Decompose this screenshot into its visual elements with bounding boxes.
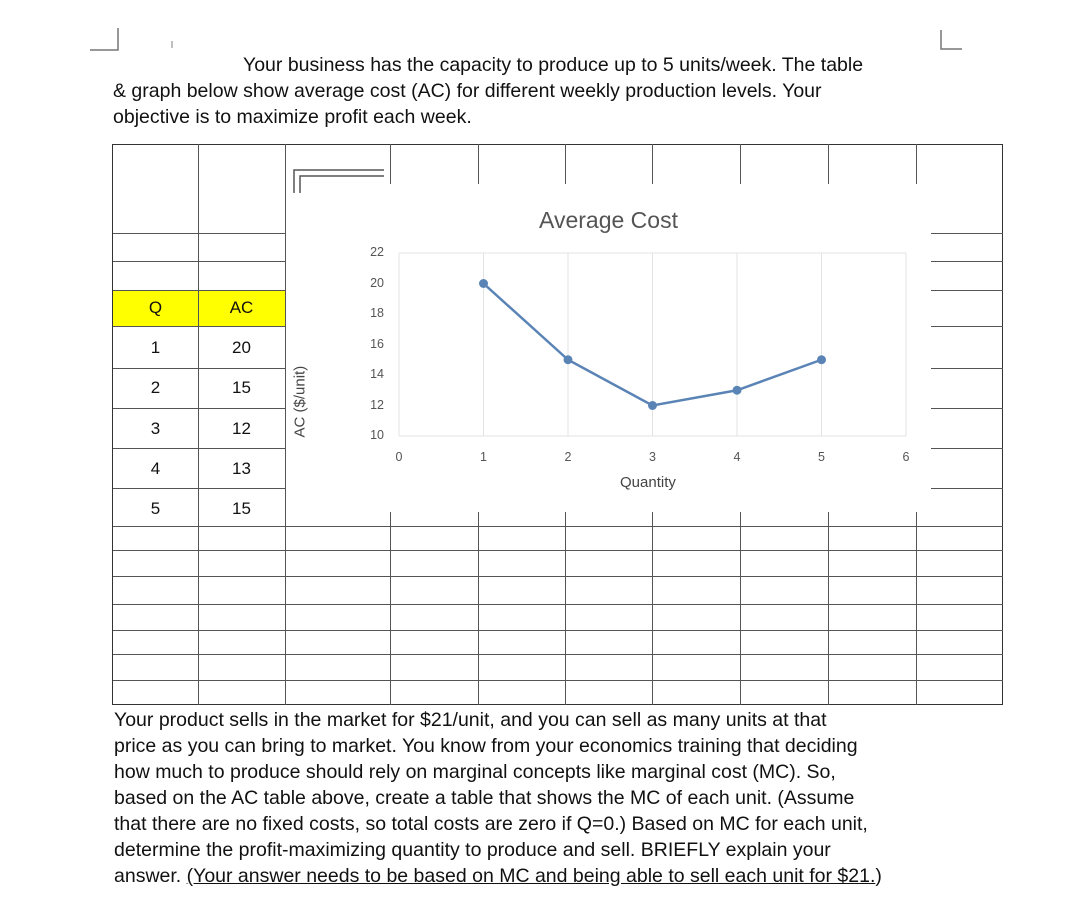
data-point (564, 355, 573, 364)
intro-line-3: objective is to maximize profit each week. (113, 106, 472, 128)
x-tick-label: 1 (480, 450, 487, 464)
chart-plot-area (286, 193, 931, 511)
x-tick-label: 0 (395, 450, 403, 464)
closing-paren: ) (875, 865, 882, 887)
question-line-6: determine the profit-maximizing quantity to produce and sell. BRIEFLY explain your (114, 839, 831, 861)
question-line-4: based on the AC table above, create a table that shows the MC of each unit. (Assume (114, 787, 855, 809)
table-row-5-ac: 15 (232, 499, 251, 518)
x-tick-label: 2 (564, 450, 572, 464)
table-row-2-q: 2 (150, 378, 161, 397)
table-row-3-q: 3 (150, 419, 161, 438)
x-tick-label: 6 (902, 450, 910, 464)
question-line-3: how much to produce should rely on marginal concepts like marginal cost (MC). So, (114, 761, 836, 783)
table-row-4-q: 4 (150, 459, 161, 478)
table-row-3-ac: 12 (232, 419, 251, 438)
data-point (733, 386, 742, 395)
average-cost-chart (286, 193, 931, 511)
scan-corner-marks (0, 0, 1065, 60)
question-paragraph (114, 707, 944, 889)
table-row-2-ac: 15 (232, 378, 251, 397)
data-point (817, 355, 826, 364)
y-tick-label: 22 (370, 245, 384, 259)
q-header: Q (148, 298, 163, 317)
x-axis-label: Quantity (620, 474, 676, 491)
table-row-4-ac: 13 (232, 459, 251, 478)
y-tick-label: 12 (370, 397, 384, 412)
y-tick-label: 16 (370, 336, 384, 351)
table-row-1-ac: 20 (232, 338, 251, 357)
x-tick-label: 5 (818, 450, 825, 464)
question-line-1: Your product sells in the market for $21/unit, and you can sell as many units at that (114, 709, 827, 731)
y-tick-label: 14 (370, 367, 384, 381)
intro-line-2: & graph below show average cost (AC) for different weekly production levels. Your (113, 80, 822, 102)
table-row-5-q: 5 (150, 499, 161, 518)
y-tick-label: 20 (370, 275, 384, 290)
chart-title: Average Cost (539, 207, 678, 233)
underlined-instruction: (Your answer needs to be based on MC and being able to sell each unit for $21. (186, 865, 876, 887)
x-tick-label: 3 (649, 450, 656, 464)
question-line-2: price as you can bring to market. You know from your economics training that deciding (114, 735, 858, 757)
y-tick-label: 18 (370, 306, 384, 320)
intro-paragraph (113, 52, 943, 130)
data-point (648, 401, 657, 410)
answer-word: answer. (114, 865, 187, 887)
intro-line-1: Your business has the capacity to produce up to 5 units/week. The table (243, 54, 864, 76)
data-point (479, 279, 488, 288)
y-axis-label: AC ($/unit) (291, 365, 309, 438)
y-tick-label: 10 (370, 428, 384, 442)
question-line-5: that there are no fixed costs, so total costs are zero if Q=0.) Based on MC for each unit, (114, 813, 868, 835)
question-line-7 (114, 863, 944, 889)
ac-header: AC (229, 298, 254, 317)
table-row-1-q: 1 (150, 338, 161, 357)
x-tick-label: 4 (733, 450, 741, 464)
